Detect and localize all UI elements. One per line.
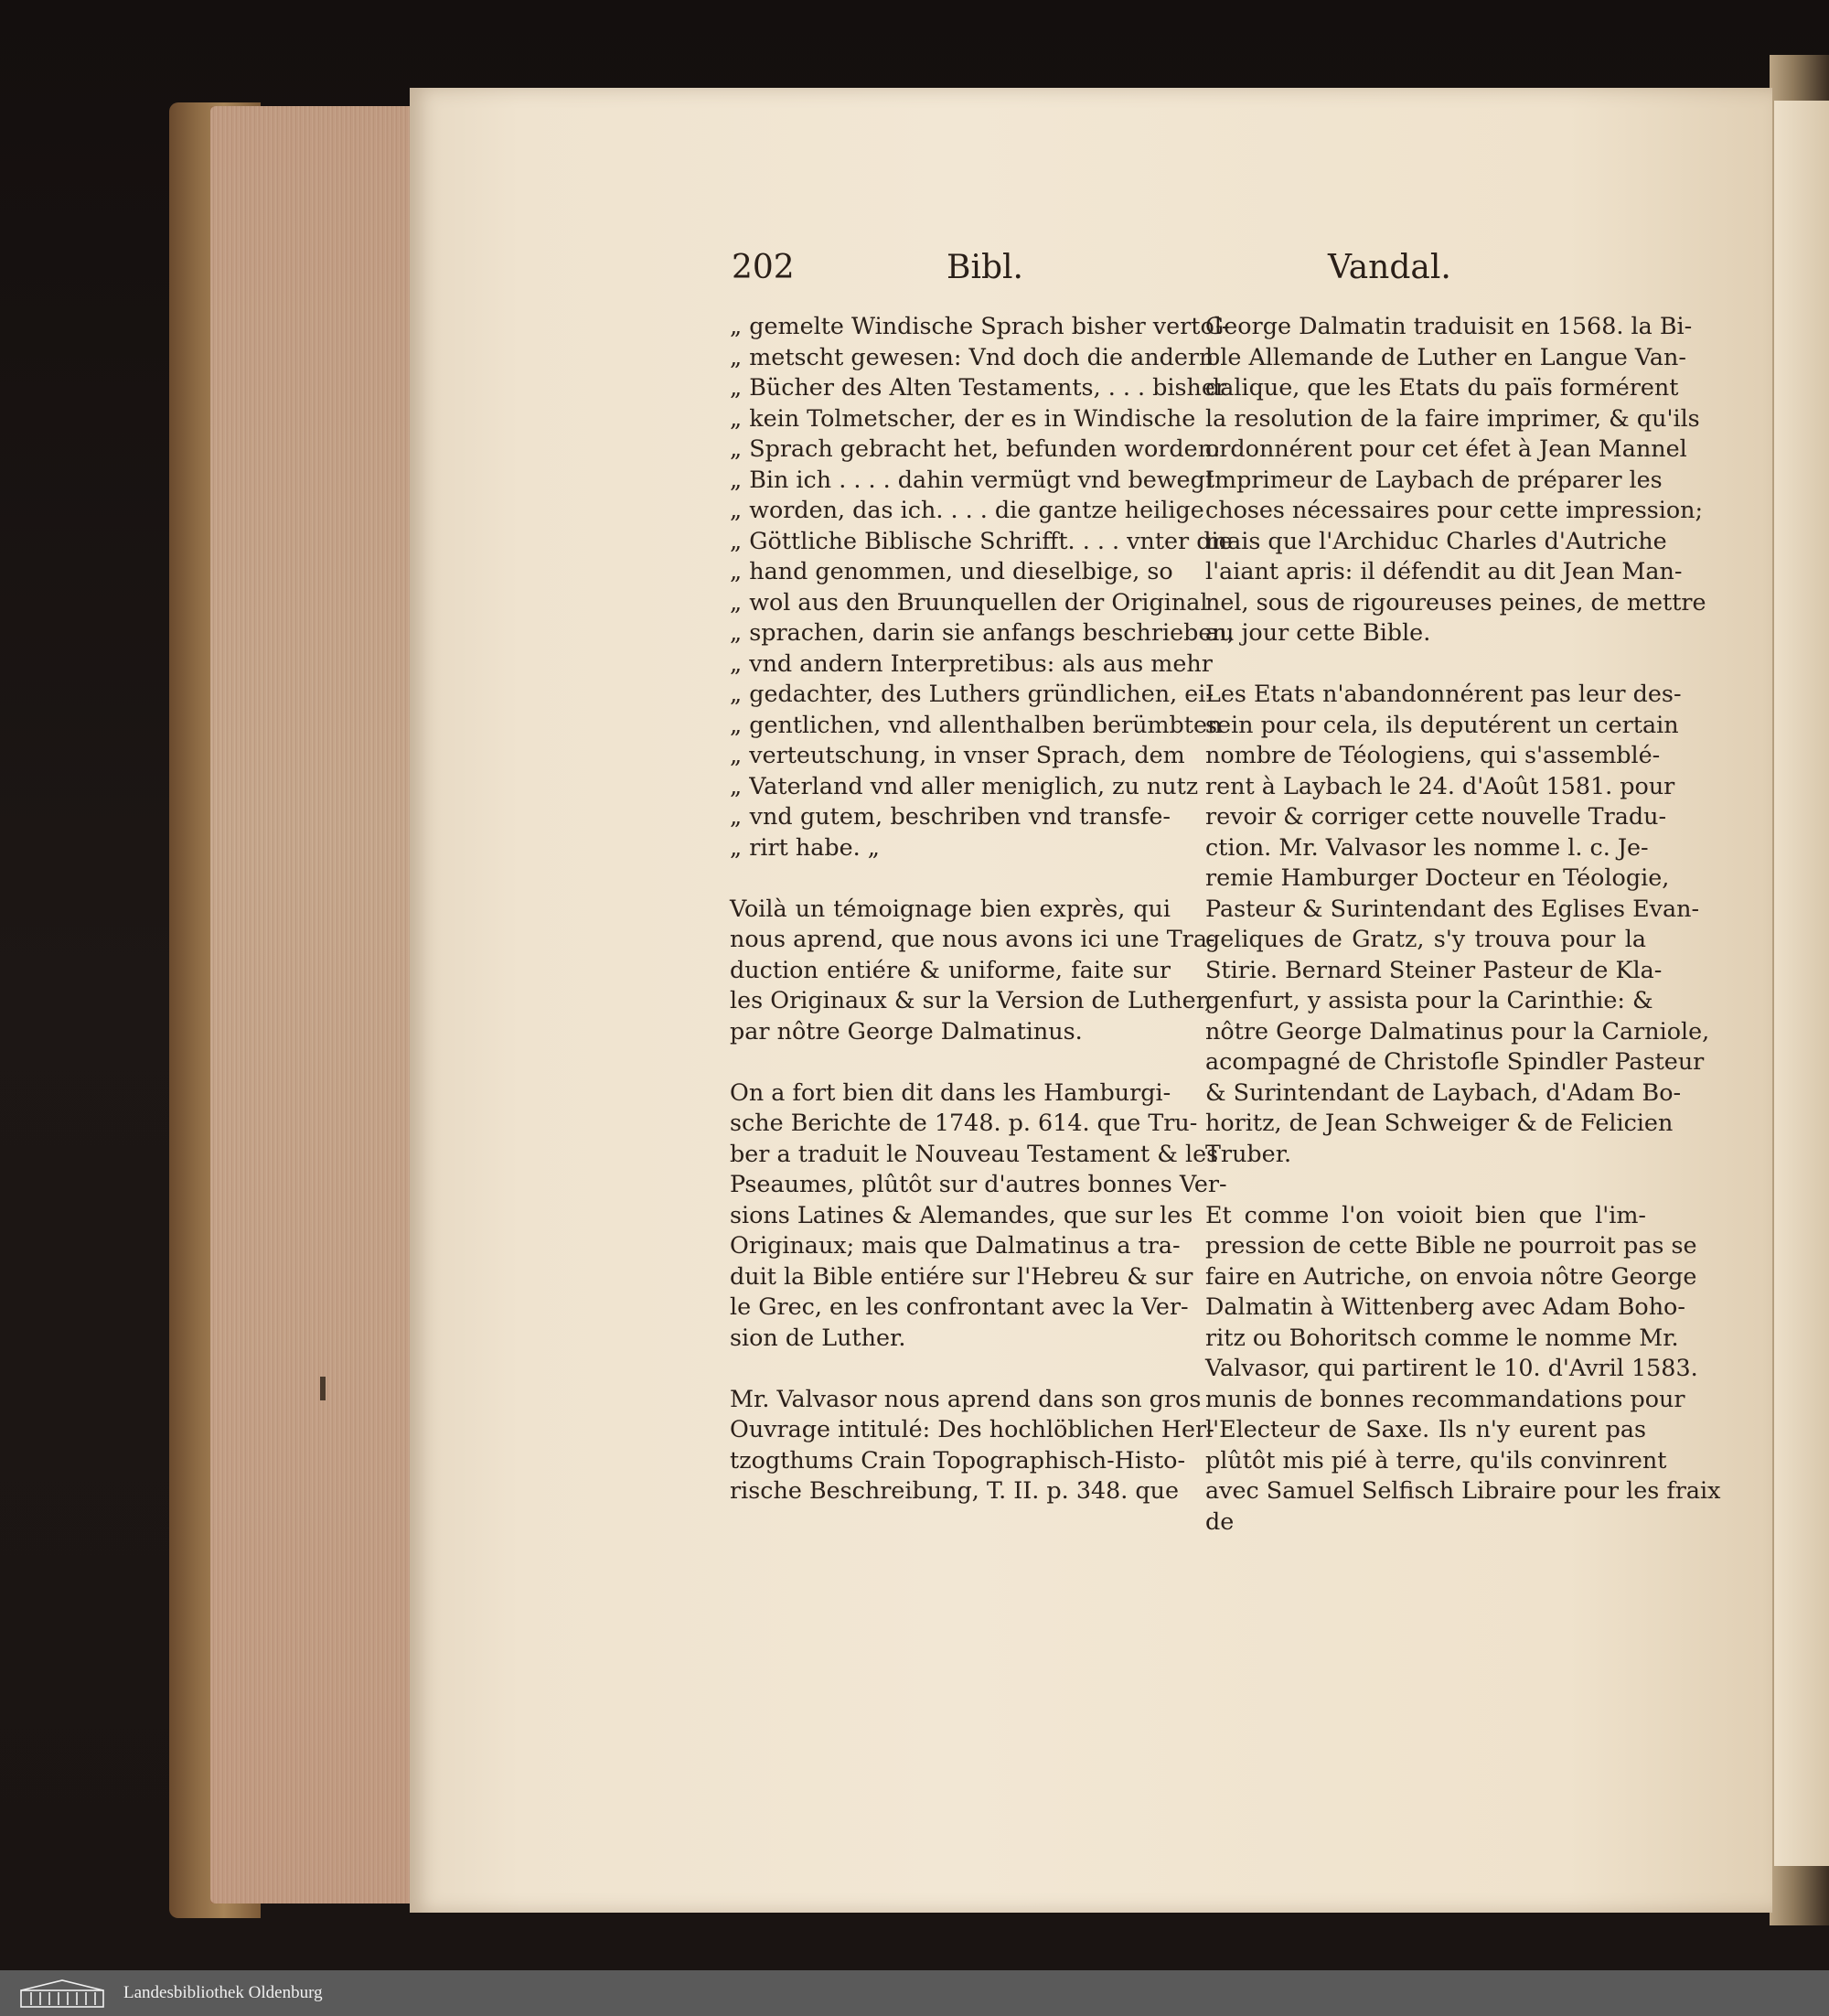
- text-line: ordonnérent pour cet éfet à Jean Mannel: [1205, 434, 1687, 462]
- text-line: „ vnd gutem, beschriben vnd transfe-: [730, 802, 1171, 830]
- paragraph-gap: [730, 1046, 1171, 1078]
- running-header-left: Bibl.: [947, 249, 1023, 286]
- text-line: avec Samuel Selfisch Libraire pour les fraix: [1205, 1476, 1721, 1504]
- text-line: „ kein Tolmetscher, der es in Windische: [730, 403, 1196, 432]
- text-line: Originaux; mais que Dalmatinus a tra-: [730, 1231, 1181, 1259]
- text-line: „ sprachen, darin sie anfangs beschrieben,: [730, 618, 1235, 646]
- text-line: „ Göttliche Biblische Schrifft. . . . vnter die: [730, 526, 1233, 554]
- text-line: sein pour cela, ils deputérent un certain: [1205, 710, 1679, 738]
- text-line: genfurt, y assista pour la Carinthie: &: [1205, 986, 1653, 1013]
- text-line: sche Berichte de 1748. p. 614. que Tru-: [730, 1109, 1198, 1136]
- text-line: ble Allemande de Luther en Langue Van-: [1205, 342, 1686, 370]
- text-line: nôtre George Dalmatinus pour la Carniole,: [1205, 1016, 1710, 1045]
- text-line: „ gemelte Windische Sprach bisher vertol-: [730, 312, 1230, 339]
- text-line: Mr. Valvasor nous aprend dans son gros: [730, 1384, 1202, 1412]
- text-line: Dalmatin à Wittenberg avec Adam Boho-: [1205, 1292, 1685, 1320]
- text-line: l'Electeur de Saxe. Ils n'y eurent pas: [1205, 1415, 1646, 1442]
- paragraph-gap: [1205, 649, 1646, 680]
- page-number: 202: [732, 249, 795, 286]
- paragraph-gap: [1205, 1169, 1646, 1200]
- text-line: dalique, que les Etats du païs formérent: [1205, 373, 1679, 401]
- text-line: Pseaumes, plûtôt sur d'autres bonnes Ver-: [730, 1170, 1227, 1197]
- text-line: remie Hamburger Docteur en Téologie,: [1205, 863, 1670, 891]
- text-line: On a fort bien dit dans les Hamburgi-: [730, 1078, 1171, 1106]
- page-block-edge: [210, 106, 412, 1903]
- text-line: par nôtre George Dalmatinus.: [730, 1016, 1083, 1045]
- text-line: la resolution de la faire imprimer, & qu'ils: [1205, 403, 1700, 432]
- text-line: „ gentlichen, vnd allenthalben berümbten: [730, 710, 1223, 738]
- viewer-footer-bar: [0, 1970, 1829, 2016]
- text-line: nous aprend, que nous avons ici une Tra-: [730, 925, 1215, 952]
- library-logo-icon: [18, 1978, 106, 2009]
- text-line: George Dalmatin traduisit en 1568. la Bi-: [1205, 312, 1693, 339]
- running-header-right: Vandal.: [1328, 249, 1451, 286]
- text-column-right: [1205, 311, 1721, 1537]
- text-line: ction. Mr. Valvasor les nomme l. c. Je-: [1205, 832, 1649, 861]
- text-line: pression de cette Bible ne pourroit pas se: [1205, 1231, 1697, 1259]
- text-line: plûtôt mis pié à terre, qu'ils convinrent: [1205, 1445, 1667, 1474]
- text-line: „ Bücher des Alten Testaments, . . . bisher: [730, 373, 1227, 401]
- text-line: choses nécessaires pour cette impression;: [1205, 496, 1704, 523]
- text-line: mais que l'Archiduc Charles d'Autriche: [1205, 526, 1667, 554]
- text-line: rent à Laybach le 24. d'Août 1581. pour: [1205, 771, 1675, 799]
- library-name: Landesbibliothek Oldenburg: [123, 1983, 323, 2002]
- paragraph-gap: [730, 863, 1171, 894]
- text-line: tzogthums Crain Topographisch-Histo-: [730, 1445, 1186, 1474]
- text-line: acompagné de Christofle Spindler Pasteur: [1205, 1047, 1705, 1075]
- text-line: de: [1205, 1507, 1235, 1535]
- text-line: sion de Luther.: [730, 1323, 906, 1351]
- text-line: „ rirt habe. „: [730, 832, 880, 861]
- text-line: Pasteur & Surintendant des Eglises Evan-: [1205, 894, 1700, 922]
- text-line: Et comme l'on voioit bien que l'im-: [1205, 1200, 1646, 1228]
- paragraph-gap: [730, 1353, 1171, 1384]
- text-line: Imprimeur de Laybach de préparer les: [1205, 465, 1663, 493]
- text-line: „ Vaterland vnd aller meniglich, zu nutz: [730, 771, 1199, 799]
- text-line: „ metscht gewesen: Vnd doch die andern: [730, 342, 1214, 370]
- text-line: nel, sous de rigoureuses peines, de mettre: [1205, 587, 1706, 616]
- text-line: „ verteutschung, in vnser Sprach, dem: [730, 741, 1185, 768]
- text-line: Valvasor, qui partirent le 10. d'Avril 1583.: [1205, 1354, 1698, 1381]
- text-line: duction entiére & uniforme, faite sur: [730, 955, 1171, 983]
- text-line: revoir & corriger cette nouvelle Tradu-: [1205, 802, 1667, 830]
- text-line: nombre de Téologiens, qui s'assemblé-: [1205, 741, 1661, 768]
- text-line: sions Latines & Alemandes, que sur les: [730, 1200, 1193, 1228]
- text-line: faire en Autriche, on envoia nôtre George: [1205, 1261, 1697, 1290]
- text-line: „ worden, das ich. . . . die gantze heilige: [730, 496, 1204, 523]
- text-line: „ Bin ich . . . . dahin vermügt vnd bewegt: [730, 465, 1215, 493]
- text-line: „ vnd andern Interpretibus: als aus mehr: [730, 649, 1213, 677]
- text-line: Stirie. Bernard Steiner Pasteur de Kla-: [1205, 955, 1663, 983]
- text-line: „ hand genommen, und dieselbige, so: [730, 557, 1173, 584]
- text-line: rische Beschreibung, T. II. p. 348. que: [730, 1476, 1180, 1504]
- text-line: „ gedachter, des Luthers gründlichen, ei-: [730, 680, 1214, 707]
- text-line: Voilà un témoignage bien exprès, qui: [730, 894, 1171, 922]
- text-line: ber a traduit le Nouveau Testament & les: [730, 1139, 1219, 1167]
- text-column-left: [730, 311, 1235, 1507]
- text-line: & Surintendant de Laybach, d'Adam Bo-: [1205, 1078, 1682, 1106]
- text-line: les Originaux & sur la Version de Luther,: [730, 986, 1213, 1013]
- text-line: l'aiant apris: il défendit au dit Jean Man-: [1205, 557, 1683, 584]
- text-line: „ wol aus den Bruunquellen der Original: [730, 587, 1208, 616]
- text-line: geliques de Gratz, s'y trouva pour la: [1205, 925, 1646, 952]
- text-line: Truber.: [1205, 1139, 1292, 1167]
- ink-mark: [320, 1377, 326, 1400]
- text-line: „ Sprach gebracht het, befunden worden:: [730, 434, 1221, 462]
- text-line: munis de bonnes recommandations pour: [1205, 1384, 1685, 1412]
- text-line: le Grec, en les confrontant avec la Ver-: [730, 1292, 1189, 1320]
- text-line: ritz ou Bohoritsch comme le nomme Mr.: [1205, 1323, 1679, 1351]
- text-line: duit la Bible entiére sur l'Hebreu & sur: [730, 1261, 1193, 1290]
- text-line: horitz, de Jean Schweiger & de Felicien: [1205, 1109, 1674, 1136]
- text-line: Ouvrage intitulé: Des hochlöblichen Her-: [730, 1415, 1214, 1442]
- text-line: Les Etats n'abandonnérent pas leur des-: [1205, 680, 1682, 707]
- text-line: au jour cette Bible.: [1205, 618, 1431, 646]
- facing-page-edge: [1774, 101, 1829, 1866]
